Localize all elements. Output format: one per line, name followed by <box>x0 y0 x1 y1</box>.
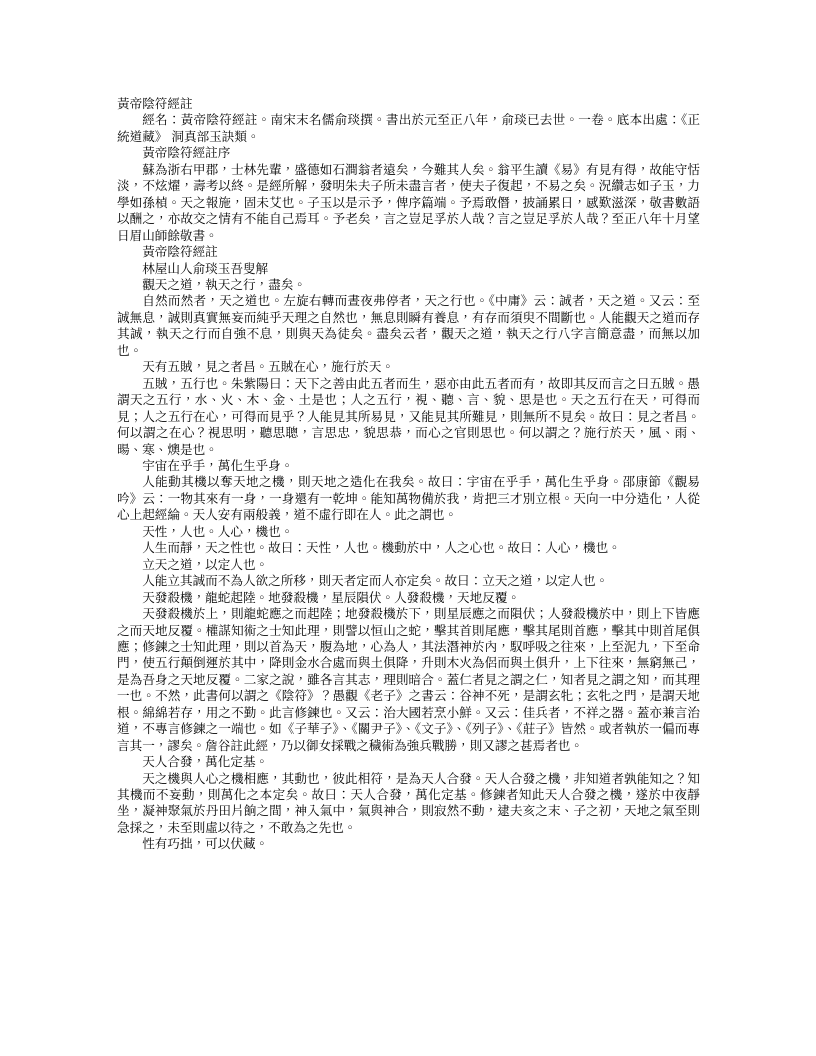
canon-passage-7: 天人合發，萬化定基。 <box>142 754 269 770</box>
preface-body: 蘇為浙右甲郡，士林先輩，盛德如石澗翁者遠矣，今難其人矣。翁平生讀《易》有見有得，故能守恬淡，不炫燿，壽考以終。是經所解，發明朱夫子所未盡言者，使夫子復起，不易之矣。況纘志如子玉，力學如孫楨。天之報施，固未艾也。子玉以是示予，俾序篇端。予焉敢僭，披誦累日，感歎滋深，敬書數語以酬之，亦故交之情有不能自己焉耳。予老矣，言之豈足孚於人哉？言之豈足孚於人哉？至正八年十月望日眉山師餘敬書。 <box>117 161 700 243</box>
work-heading: 黃帝陰符經註 <box>142 244 218 260</box>
canon-passage-5: 立天之道，以定人也。 <box>142 556 269 572</box>
canon-passage-2: 天有五賊，見之者昌。五賊在心，施行於天。 <box>142 359 395 375</box>
canon-passage-8: 性有巧拙，可以伏藏。 <box>142 836 269 852</box>
canon-passage-6: 天發殺機，龍蛇起陸。地發殺機，星辰隕伏。人發殺機，天地反覆。 <box>142 589 520 605</box>
preface-heading: 黃帝陰符經註序 <box>142 145 231 161</box>
commentary-6: 天發殺機於上，則龍蛇應之而起陸；地發殺機於下，則星辰應之而隕伏；人發殺機於中，則上下皆應之而天地反覆。權謀知術之士知此理，則譬以恒山之蛇，擊其首則尾應，擊其尾則首應，擊其中則首尾俱應；修鍊之士知此理，則以首為天，腹為地，心為人，其法潛神於內，馭呼吸之往來，上至泥九，下至命門，使五行顛倒運於其中，降則金水合處而與土俱降，升則木火為侶而與土俱升，上下往來，無窮無己，是為吾身之天地反覆。二家之說，雖各言其志，理則暗合。蓋仁者見之謂之仁，知者見之謂之知，而其理一也。不然，此書何以謂之《陰符》？愚觀《老子》之書云：谷神不死，是謂玄牝；玄牝之門，是謂天地根。綿綿若存，用之不勤。此言修鍊也。又云：治大國若烹小鮮。又云：佳兵者，不祥之器。蓋亦兼言治道，不專言修鍊之一端也。如《子華子》、《關尹子》、《文子》、《列子》、《莊子》皆然。或者執於一偏而專言其一，謬矣。詹谷註此經，乃以御女採戰之穢術為強兵戰勝，則又謬之甚焉者也。 <box>117 606 700 753</box>
canon-passage-3: 宇宙在乎手，萬化生乎身。 <box>142 457 294 473</box>
author-attribution-line: 林屋山人俞琰玉吾叟解 <box>142 260 269 276</box>
bibliographic-note: 經名：黃帝陰符經註。南宋末名儒俞琰撰。書出於元至正八年，俞琰已去世。一卷。底本出處：《正統道藏》 洞真部玉訣類。 <box>117 112 700 144</box>
commentary-1: 自然而然者，天之道也。左旋右轉而晝夜弗停者，天之行也。《中庸》云：誠者，天之道。又云：至誠無息，誠則真實無妄而純乎天理之自然也，無息則瞬有養息，有存而須臾不間斷也。人能觀天之道而存其誠，執天之行而自強不息，則與天為徒矣。盡矣云者，觀天之道，執天之行八字言簡意盡，而無以加也。 <box>117 293 700 358</box>
document-text-body <box>117 96 700 853</box>
commentary-7: 天之機與人心之機相應，其動也，彼此相符，是為天人合發。天人合發之機，非知道者孰能知之？知其機而不妄動，則萬化之本定矣。故曰：天人合發，萬化定基。修鍊者知此天人合發之機，遂於中夜靜坐，凝神聚氣於丹田片餉之間，神入氣中，氣與神合，則寂然不動，逮夫亥之末、子之初，天地之氣至則急採之，未至則虛以待之，不敢為之先也。 <box>117 770 700 835</box>
canon-passage-4: 天性，人也。人心，機也。 <box>142 523 294 539</box>
canon-passage-1: 觀天之道，執天之行，盡矣。 <box>142 276 306 292</box>
commentary-5: 人能立其誠而不為人欲之所移，則天者定而人亦定矣。故曰：立天之道，以定人也。 <box>142 573 609 589</box>
document-title-line: 黃帝陰符經註 <box>117 96 193 111</box>
commentary-3: 人能動其機以奪天地之機，則天地之造化在我矣。故曰：宇宙在乎手，萬化生乎身。邵康節《觀易吟》云：一物其來有一身，一身還有一乾坤。能知萬物備於我，肯把三才別立根。天向一中分造化，人從心上起經綸。天人安有兩般義，道不虛行即在人。此之謂也。 <box>117 474 700 523</box>
commentary-2: 五賊，五行也。朱紫陽曰：天下之善由此五者而生，惡亦由此五者而有，故即其反而言之曰五賊。愚謂天之五行，水、火、木、金、土是也；人之五行，視、聽、言、貌、思是也。天之五行在天，可得而見；人之五行在心，可得而見乎？人能見其所易見，又能見其所難見，則無所不見矣。故曰：見之者昌。何以謂之在心？視思明，聽思聰，言思忠，貌思恭，而心之官則思也。何以謂之？施行於天，風、雨、暘、寒、燠是也。 <box>117 375 700 457</box>
commentary-4: 人生而靜，天之性也。故曰：天性，人也。機動於中，人之心也。故曰：人心，機也。 <box>142 540 621 556</box>
